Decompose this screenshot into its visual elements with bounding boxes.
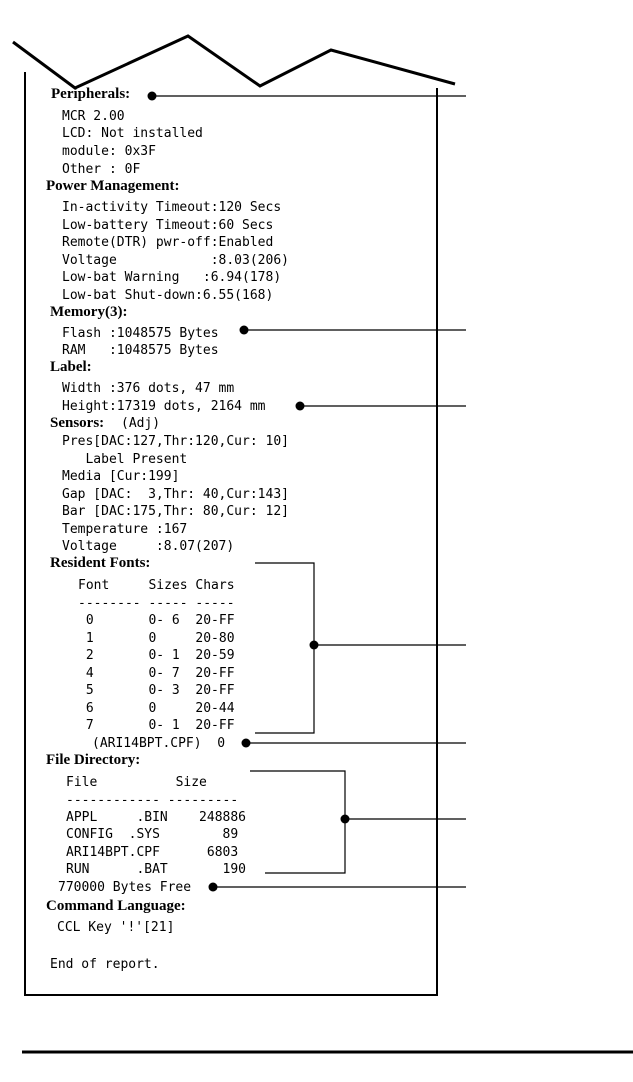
fonts-row: 2 0- 1 20-59 xyxy=(78,648,235,663)
directory-free: 770000 Bytes Free xyxy=(58,880,192,895)
fonts-row: 6 0 20-44 xyxy=(78,701,235,716)
directory-header: File Size xyxy=(66,775,207,790)
power-line: Voltage :8.03(206) xyxy=(62,253,289,268)
memory-heading: Memory(3): xyxy=(50,304,128,320)
callout-dot-peripherals xyxy=(148,92,157,101)
sensors-heading-suffix: (Adj) xyxy=(121,416,161,431)
directory-row: CONFIG .SYS 89 xyxy=(66,827,239,842)
fonts-heading: Resident Fonts: xyxy=(50,555,151,571)
sensors-line: Media [Cur:199] xyxy=(62,469,180,484)
callout-dot-fonts xyxy=(310,641,319,650)
fonts-row: 7 0- 1 20-FF xyxy=(78,718,235,733)
sensors-line: Voltage :8.07(207) xyxy=(62,539,235,554)
callout-fonts-bracket xyxy=(255,563,314,733)
fonts-extra: (ARI14BPT.CPF) 0 xyxy=(92,736,226,751)
peripherals-line: LCD: Not installed xyxy=(62,126,203,141)
callout-dot-fonts-extra xyxy=(242,739,251,748)
peripherals-line: Other : 0F xyxy=(62,162,141,177)
label-line: Height:17319 dots, 2164 mm xyxy=(62,399,266,414)
callout-dot-label xyxy=(296,402,305,411)
sensors-line: Gap [DAC: 3,Thr: 40,Cur:143] xyxy=(62,487,289,502)
fonts-row: 0 0- 6 20-FF xyxy=(78,613,235,628)
torn-edge xyxy=(13,36,455,88)
peripherals-line: MCR 2.00 xyxy=(62,109,125,124)
end-of-report: End of report. xyxy=(50,957,160,972)
callout-directory-bracket xyxy=(250,771,345,873)
fonts-row: 5 0- 3 20-FF xyxy=(78,683,235,698)
sensors-line: Temperature :167 xyxy=(62,522,188,537)
power-line: Low-battery Timeout:60 Secs xyxy=(62,218,274,233)
directory-row: RUN .BAT 190 xyxy=(66,862,247,877)
fonts-rule: -------- ----- ----- xyxy=(78,596,235,611)
callout-dot-memory xyxy=(240,326,249,335)
label-line: Width :376 dots, 47 mm xyxy=(62,381,235,396)
directory-row: ARI14BPT.CPF 6803 xyxy=(66,845,239,860)
callout-dot-free xyxy=(209,883,218,892)
command-line: CCL Key '!'[21] xyxy=(57,920,175,935)
memory-line: Flash :1048575 Bytes xyxy=(62,326,219,341)
power-line: Low-bat Shut-down:6.55(168) xyxy=(62,288,274,303)
peripherals-heading: Peripherals: xyxy=(51,86,131,102)
directory-row: APPL .BIN 248886 xyxy=(66,810,247,825)
fonts-row: 1 0 20-80 xyxy=(78,631,235,646)
fonts-header: Font Sizes Chars xyxy=(78,578,235,593)
command-heading: Command Language: xyxy=(46,898,186,914)
peripherals-line: module: 0x3F xyxy=(62,144,156,159)
power-line: Low-bat Warning :6.94(178) xyxy=(62,270,282,285)
callout-dot-directory xyxy=(341,815,350,824)
power-line: Remote(DTR) pwr-off:Enabled xyxy=(62,235,274,250)
sensors-line: Bar [DAC:175,Thr: 80,Cur: 12] xyxy=(62,504,289,519)
memory-line: RAM :1048575 Bytes xyxy=(62,343,219,358)
directory-heading: File Directory: xyxy=(46,752,141,768)
power-line: In-activity Timeout:120 Secs xyxy=(62,200,282,215)
fonts-row: 4 0- 7 20-FF xyxy=(78,666,235,681)
sensors-heading: Sensors: xyxy=(50,415,105,431)
label-heading: Label: xyxy=(50,359,92,375)
directory-rule: ------------ --------- xyxy=(66,793,239,808)
sensors-line: Label Present xyxy=(62,452,188,467)
sensors-line: Pres[DAC:127,Thr:120,Cur: 10] xyxy=(62,434,289,449)
power-heading: Power Management: xyxy=(46,178,180,194)
